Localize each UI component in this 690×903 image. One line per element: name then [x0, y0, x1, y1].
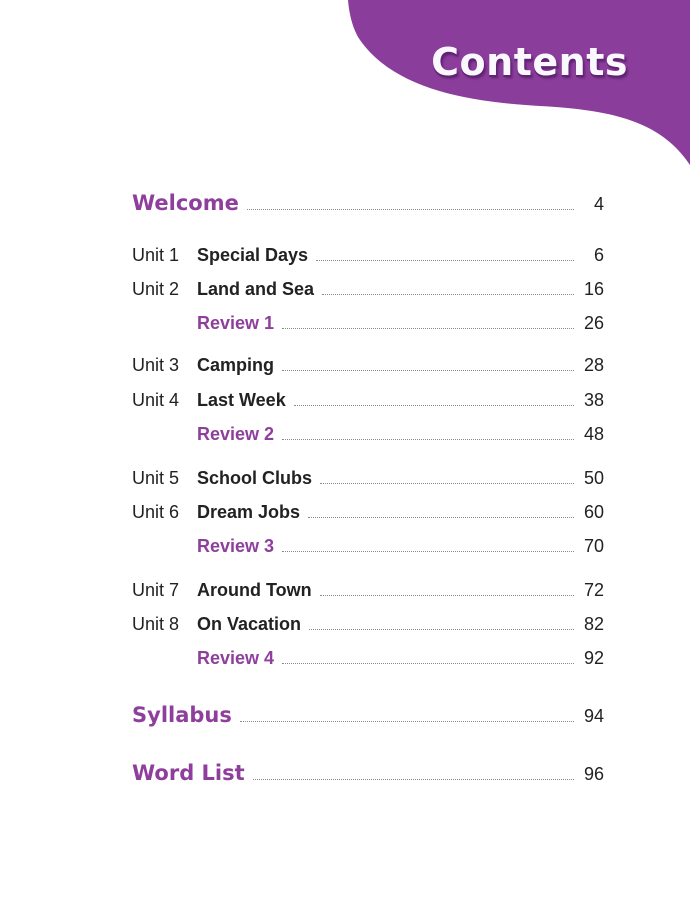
toc-entry-unit-1[interactable] [132, 245, 604, 266]
dot-leader [253, 778, 574, 780]
page-number: 70 [583, 536, 604, 556]
unit-label: Unit 1 [132, 245, 180, 265]
toc-entry-unit-6[interactable] [132, 502, 604, 523]
dot-leader [282, 327, 574, 329]
unit-label: Unit 7 [132, 580, 180, 600]
dot-leader [282, 369, 574, 371]
page-number: 16 [583, 279, 604, 299]
entry-title: School Clubs [197, 468, 313, 488]
entry-title: Syllabus [132, 703, 232, 727]
toc-entry-review-1[interactable] [132, 313, 604, 334]
dot-leader [247, 208, 574, 210]
page-number: 94 [583, 706, 604, 726]
toc-entry-word-list[interactable] [132, 761, 604, 785]
dot-leader [322, 293, 574, 295]
entry-title: Review 1 [197, 313, 275, 333]
page-number: 50 [583, 468, 604, 488]
dot-leader [308, 516, 574, 518]
dot-leader [316, 259, 574, 261]
toc-entry-review-3[interactable] [132, 536, 604, 557]
unit-label: Unit 4 [132, 390, 180, 410]
toc-entry-unit-2[interactable] [132, 279, 604, 300]
entry-title: Around Town [197, 580, 312, 600]
page-title: Contents [431, 40, 628, 84]
dot-leader [309, 628, 574, 630]
toc-entry-welcome[interactable] [132, 191, 604, 215]
entry-title: Last Week [197, 390, 286, 410]
toc-entry-unit-4[interactable] [132, 390, 604, 411]
page-number: 38 [583, 390, 604, 410]
page-number: 6 [593, 245, 604, 265]
page-number: 26 [583, 313, 604, 333]
entry-title: Word List [132, 761, 245, 785]
entry-title: Welcome [132, 191, 239, 215]
unit-label: Unit 5 [132, 468, 180, 488]
entry-title: Special Days [197, 245, 309, 265]
dot-leader [282, 438, 574, 440]
toc-entry-review-4[interactable] [132, 648, 604, 669]
toc-entry-review-2[interactable] [132, 424, 604, 445]
unit-label: Unit 3 [132, 355, 180, 375]
entry-title: Camping [197, 355, 275, 375]
toc-entry-unit-5[interactable] [132, 468, 604, 489]
unit-label: Unit 8 [132, 614, 180, 634]
unit-label: Unit 2 [132, 279, 180, 299]
entry-title: Dream Jobs [197, 502, 301, 522]
page-number: 60 [583, 502, 604, 522]
page-number: 48 [583, 424, 604, 444]
page-number: 28 [583, 355, 604, 375]
entry-title: On Vacation [197, 614, 302, 634]
page-number: 82 [583, 614, 604, 634]
dot-leader [294, 404, 574, 406]
toc-entry-unit-7[interactable] [132, 580, 604, 601]
unit-label: Unit 6 [132, 502, 180, 522]
entry-title: Review 2 [197, 424, 275, 444]
toc-entry-unit-3[interactable] [132, 355, 604, 376]
entry-title: Land and Sea [197, 279, 315, 299]
toc-entry-syllabus[interactable] [132, 703, 604, 727]
entry-title: Review 3 [197, 536, 275, 556]
toc-entry-unit-8[interactable] [132, 614, 604, 635]
dot-leader [282, 662, 574, 664]
page-number: 4 [593, 194, 604, 214]
dot-leader [282, 550, 574, 552]
entry-title: Review 4 [197, 648, 275, 668]
dot-leader [320, 482, 574, 484]
page-number: 92 [583, 648, 604, 668]
page-number: 72 [583, 580, 604, 600]
dot-leader [240, 720, 574, 722]
page-number: 96 [583, 764, 604, 784]
dot-leader [320, 594, 574, 596]
